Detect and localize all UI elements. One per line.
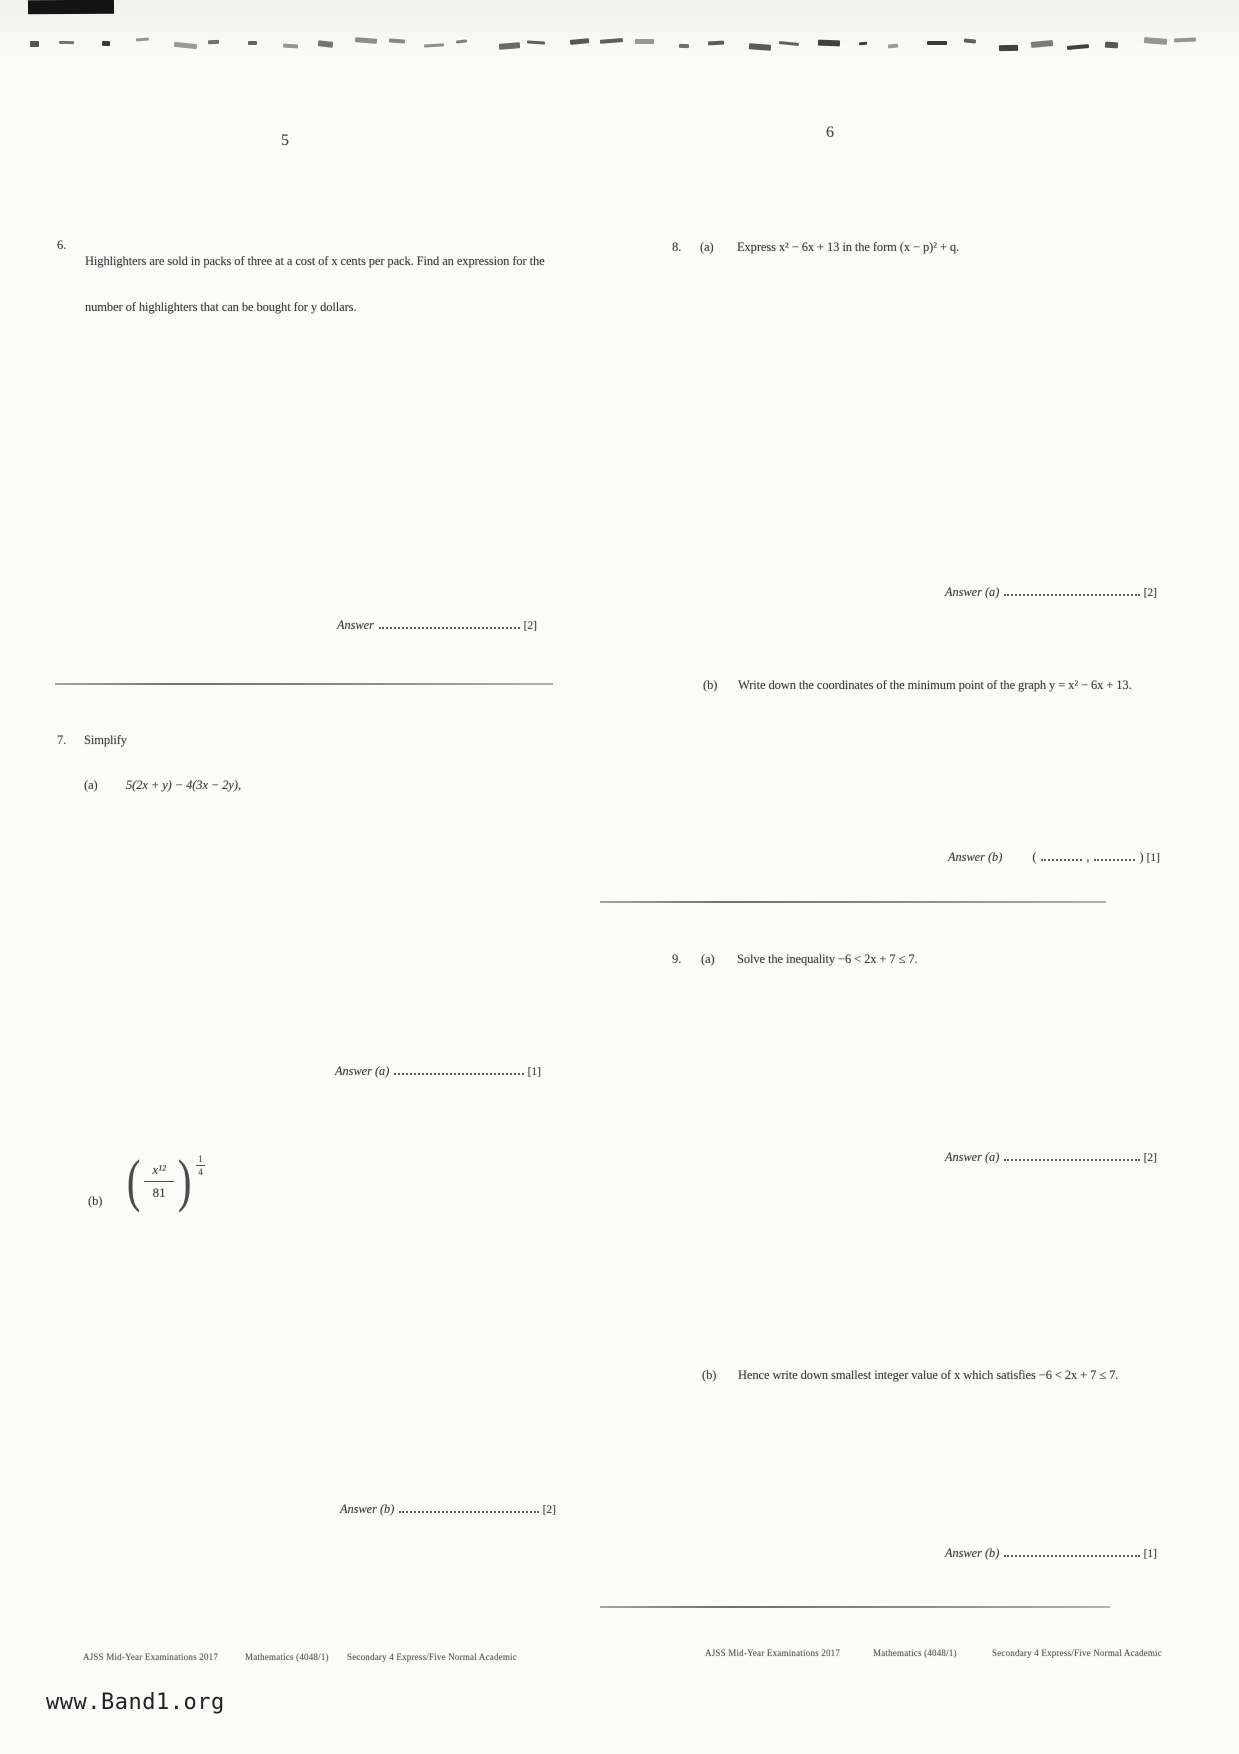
- q9a-text: Solve the inequality −6 < 2x + 7 ≤ 7.: [737, 952, 918, 966]
- q8a-marks: [2]: [1143, 587, 1157, 599]
- q8b-y-leader[interactable]: [1094, 859, 1135, 861]
- left-section-divider: [55, 683, 553, 685]
- q9b-marks: [1]: [1143, 1548, 1157, 1560]
- q9a-marks: [2]: [1143, 1152, 1157, 1164]
- q8b-text: Write down the coordinates of the minimum point of the graph y = x² − 6x + 13.: [738, 678, 1132, 692]
- q8-number: 8.: [672, 240, 682, 254]
- q7b-dotted-leader[interactable]: [399, 1511, 538, 1513]
- q8a-answer-line: [945, 585, 1157, 600]
- q7a-answer-label: Answer (a): [335, 1064, 390, 1078]
- q8b-x-leader[interactable]: [1041, 859, 1082, 861]
- right-page-number: 6: [826, 124, 834, 141]
- q8a-text: Express x² − 6x + 13 in the form (x − p)² + q.: [737, 240, 960, 254]
- left-footer-level: Secondary 4 Express/Five Normal Academic: [347, 1652, 517, 1662]
- q7b-open-paren: (: [126, 1148, 141, 1213]
- q9b-answer-label: Answer (b): [945, 1546, 1000, 1560]
- q8a-dotted-leader[interactable]: [1004, 594, 1139, 596]
- q9a-dotted-leader[interactable]: [1004, 1159, 1139, 1161]
- q7a-expression: 5(2x + y) − 4(3x − 2y),: [126, 778, 241, 792]
- q6-dotted-leader[interactable]: [379, 627, 520, 629]
- q8a-label: (a): [700, 240, 714, 254]
- q7b-marks: [2]: [542, 1504, 556, 1516]
- q6-text: Highlighters are sold in packs of three at a cost of x cents per pack. Find an expression for the number of highlighters that can be bought for y dollars.: [85, 254, 545, 314]
- q9b-dotted-leader[interactable]: [1004, 1555, 1139, 1557]
- q8a-answer-label: Answer (a): [945, 585, 1000, 599]
- q6-answer-label: Answer: [337, 618, 374, 632]
- q9-number: 9.: [672, 952, 682, 966]
- q8b-label: (b): [703, 678, 718, 692]
- q9a-answer-line: [945, 1150, 1157, 1165]
- q7b-exponent-denominator: 4: [198, 1167, 203, 1177]
- q9b-text: Hence write down smallest integer value of x which satisfies −6 < 2x + 7 ≤ 7.: [738, 1368, 1119, 1382]
- right-footer-level: Secondary 4 Express/Five Normal Academic: [992, 1648, 1162, 1658]
- q7a-dotted-leader[interactable]: [394, 1073, 523, 1075]
- q7b-exponent-fraction: [196, 1154, 205, 1177]
- q8b-marks: [1]: [1146, 852, 1160, 864]
- right-section-divider-1: [600, 901, 1106, 903]
- right-footer-exam: AJSS Mid-Year Examinations 2017: [705, 1648, 841, 1658]
- q7-title: Simplify: [84, 733, 127, 747]
- left-footer-exam: AJSS Mid-Year Examinations 2017: [83, 1652, 219, 1662]
- q7b-fraction: [144, 1162, 174, 1201]
- q9a-answer-label: Answer (a): [945, 1150, 1000, 1164]
- q7b-answer-label: Answer (b): [340, 1502, 395, 1516]
- q8b-comma: ,: [1086, 850, 1090, 864]
- q8b-open-paren: (: [1032, 850, 1037, 864]
- q7a-answer-line: [335, 1064, 541, 1079]
- left-footer-subject: Mathematics (4048/1): [245, 1652, 329, 1662]
- right-section-divider-2: [600, 1606, 1110, 1608]
- q6-number: 6.: [57, 238, 67, 252]
- q7b-fraction-numerator: x¹²: [144, 1162, 174, 1182]
- left-page-number: 5: [281, 132, 289, 149]
- q7b-close-paren: ): [177, 1148, 192, 1213]
- band1-watermark: www.Band1.org: [46, 1690, 225, 1715]
- q7-number: 7.: [57, 733, 67, 747]
- q7a-label: (a): [84, 778, 98, 792]
- q7b-answer-line: [340, 1502, 556, 1517]
- q7b-fraction-denominator: 81: [152, 1184, 166, 1200]
- q9b-label: (b): [702, 1368, 717, 1382]
- q9b-answer-line: [945, 1546, 1157, 1561]
- q7b-label: (b): [88, 1194, 103, 1208]
- q8b-close-paren: ): [1139, 850, 1144, 864]
- q7b-expression: [124, 1148, 205, 1213]
- q7a-marks: [1]: [527, 1066, 541, 1078]
- q7b-exponent-numerator: 1: [198, 1154, 203, 1164]
- q9a-label: (a): [701, 952, 715, 966]
- q8b-answer-line: [948, 850, 1160, 865]
- q6-answer-line: [337, 618, 537, 633]
- q6-marks: [2]: [523, 620, 537, 632]
- right-footer-subject: Mathematics (4048/1): [873, 1648, 957, 1658]
- q8b-answer-label: Answer (b): [948, 850, 1003, 864]
